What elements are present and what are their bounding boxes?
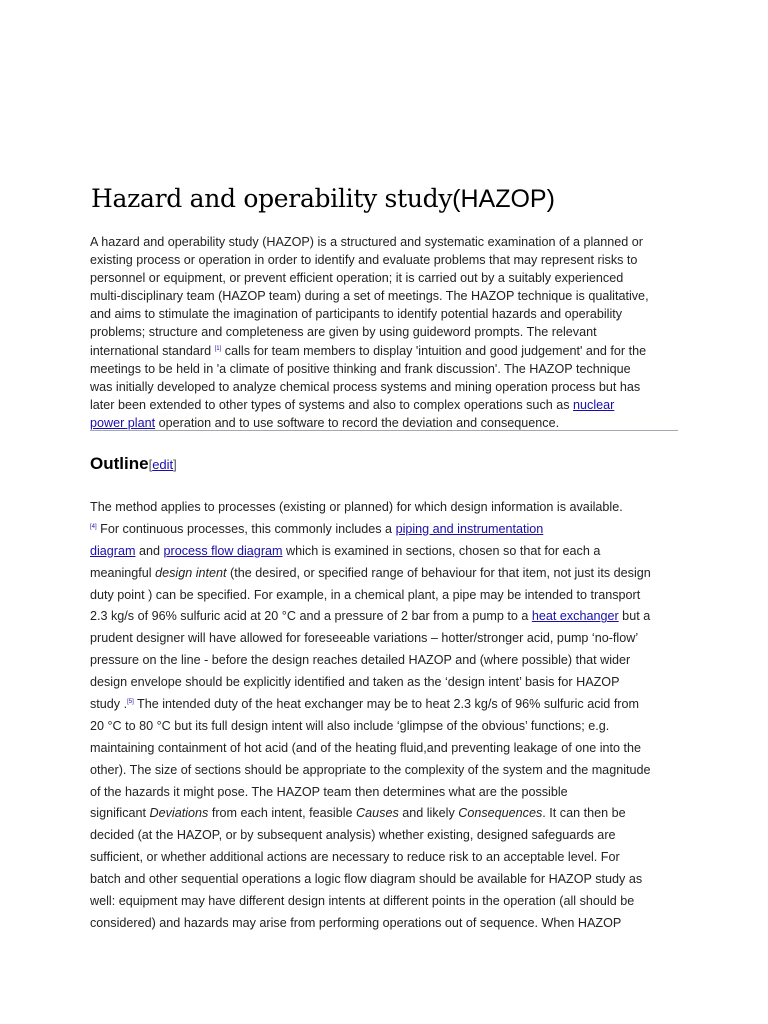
outline-text: from each intent, feasible (208, 806, 357, 821)
heat-exchanger-link[interactable]: heat exchanger (531, 609, 619, 624)
intro-line: was initially developed to analyze chemical process systems and mining operation process but has (90, 379, 641, 394)
intro-paragraph (90, 233, 690, 432)
intro-line: multi-disciplinary team (HAZOP team) during a set of meetings. The HAZOP technique is qualitative, (90, 289, 649, 304)
outline-line (90, 803, 690, 825)
outline-text: The intended duty of the heat exchanger may be to heat 2.3 kg/s of 96% sulfuric acid from (133, 697, 640, 712)
intro-line: and aims to stimulate the imagination of participants to identify potential hazards and operability (90, 307, 623, 322)
outline-line: well: equipment may have different design intents at different points in the operation (all should be (90, 894, 635, 909)
intro-line: meetings to be held in 'a climate of positive thinking and frank discussion'. The HAZOP technique (90, 361, 631, 376)
outline-text: and (135, 543, 164, 558)
intro-line: problems; structure and completeness are given by using guideword prompts. The relevant (90, 325, 597, 340)
outline-text: significant (90, 806, 150, 821)
outline-line: maintaining containment of hot acid (and of the heating fluid,and preventing leakage of one into the (90, 740, 642, 755)
outline-text: . It can then be (542, 806, 626, 821)
citation-link-4[interactable]: [4] (90, 523, 97, 530)
section-divider (90, 430, 678, 431)
intro-line: A hazard and operability study (HAZOP) is a structured and systematic examination of a planned or (90, 235, 644, 249)
edit-section-link[interactable]: edit (152, 457, 174, 472)
outline-line: sufficient, or whether additional actions are necessary to reduce risk to an acceptable level. For (90, 850, 620, 865)
intro-text: later been extended to other types of systems and also to complex operations such as (90, 397, 574, 412)
intro-line: personnel or equipment, or prevent efficient operation; it is carried out by a suitably experienced (90, 271, 624, 286)
intro-text: calls for team members to display 'intuition and good judgement' and for the (221, 343, 647, 358)
outline-text: study . (90, 697, 128, 712)
outline-line (90, 519, 690, 541)
piping-and-instrumentation-diagram-link-cont[interactable]: diagram (90, 543, 136, 558)
nuclear-power-plant-link[interactable]: nuclear (573, 397, 615, 412)
outline-line: design envelope should be explicitly identified and taken as the ‘design intent’ basis for HAZOP (90, 675, 620, 690)
deviations-term: Deviations (149, 806, 209, 821)
outline-line (90, 694, 690, 716)
outline-line: 20 °C to 80 °C but its full design intent will also include ‘glimpse of the obvious’ functions; e.g. (90, 718, 610, 733)
consequences-term: Consequences (458, 806, 543, 821)
outline-text: For continuous processes, this commonly includes a (96, 521, 396, 536)
citation-link-1[interactable]: [1] (214, 345, 222, 352)
outline-line: prudent designer will have allowed for foreseeable variations – hotter/stronger acid, pump ‘no-flow’ (90, 631, 639, 646)
outline-line: The method applies to processes (existing or planned) for which design information is available. (90, 500, 623, 514)
process-flow-diagram-link[interactable]: process flow diagram (163, 543, 283, 558)
outline-paragraph (90, 497, 690, 935)
intro-line: existing process or operation in order to identify and evaluate problems that may represent risks to (90, 253, 638, 268)
intro-text: operation and to use software to record the deviation and consequence. (155, 415, 560, 430)
outline-heading-text: Outline (90, 454, 149, 473)
outline-line: pressure on the line - before the design reaches detailed HAZOP and (where possible) that wider (90, 653, 631, 668)
edit-bracket-close: ] (173, 457, 177, 472)
outline-text: meaningful (90, 565, 156, 580)
outline-line: considered) and hazards may arise from performing operations out of sequence. When HAZOP (90, 915, 622, 930)
edit-bracket-open: [ (148, 457, 153, 472)
piping-and-instrumentation-diagram-link[interactable]: piping and instrumentation (395, 521, 544, 536)
outline-line (90, 606, 690, 628)
outline-text: and likely (398, 806, 459, 821)
outline-line: of the hazards it might pose. The HAZOP team then determines what are the possible (90, 784, 568, 799)
intro-line (90, 342, 690, 360)
outline-text: (the desired, or specified range of behaviour for that item, not just its design (226, 565, 651, 580)
outline-text: but a (618, 609, 651, 624)
outline-line: duty point ) can be specified. For example, in a chemical plant, a pipe may be intended to transport (90, 587, 641, 602)
page-title (91, 178, 555, 217)
outline-line: batch and other sequential operations a logic flow diagram should be available for HAZOP study as (90, 872, 643, 887)
outline-line: other). The size of sections should be appropriate to the complexity of the system and the magnitude (90, 762, 651, 777)
outline-text: 2.3 kg/s of 96% sulfuric acid at 20 °C and a pressure of 2 bar from a pump to a (90, 609, 532, 624)
nuclear-power-plant-link-cont[interactable]: power plant (90, 415, 156, 430)
outline-heading (90, 450, 177, 477)
citation-link-5[interactable]: [5] (127, 699, 134, 706)
outline-line (90, 541, 690, 563)
outline-line: decided (at the HAZOP, or by subsequent analysis) whether existing, designed safeguards are (90, 828, 616, 843)
outline-line (90, 563, 690, 585)
intro-text: international standard (90, 343, 215, 358)
outline-text: which is examined in sections, chosen so that for each a (282, 543, 601, 558)
title-suffix: (HAZOP) (452, 185, 555, 213)
design-intent-term: design intent (155, 565, 227, 580)
title-main: Hazard and operability study (91, 184, 453, 213)
intro-line (90, 396, 690, 414)
causes-term: Causes (356, 806, 399, 821)
